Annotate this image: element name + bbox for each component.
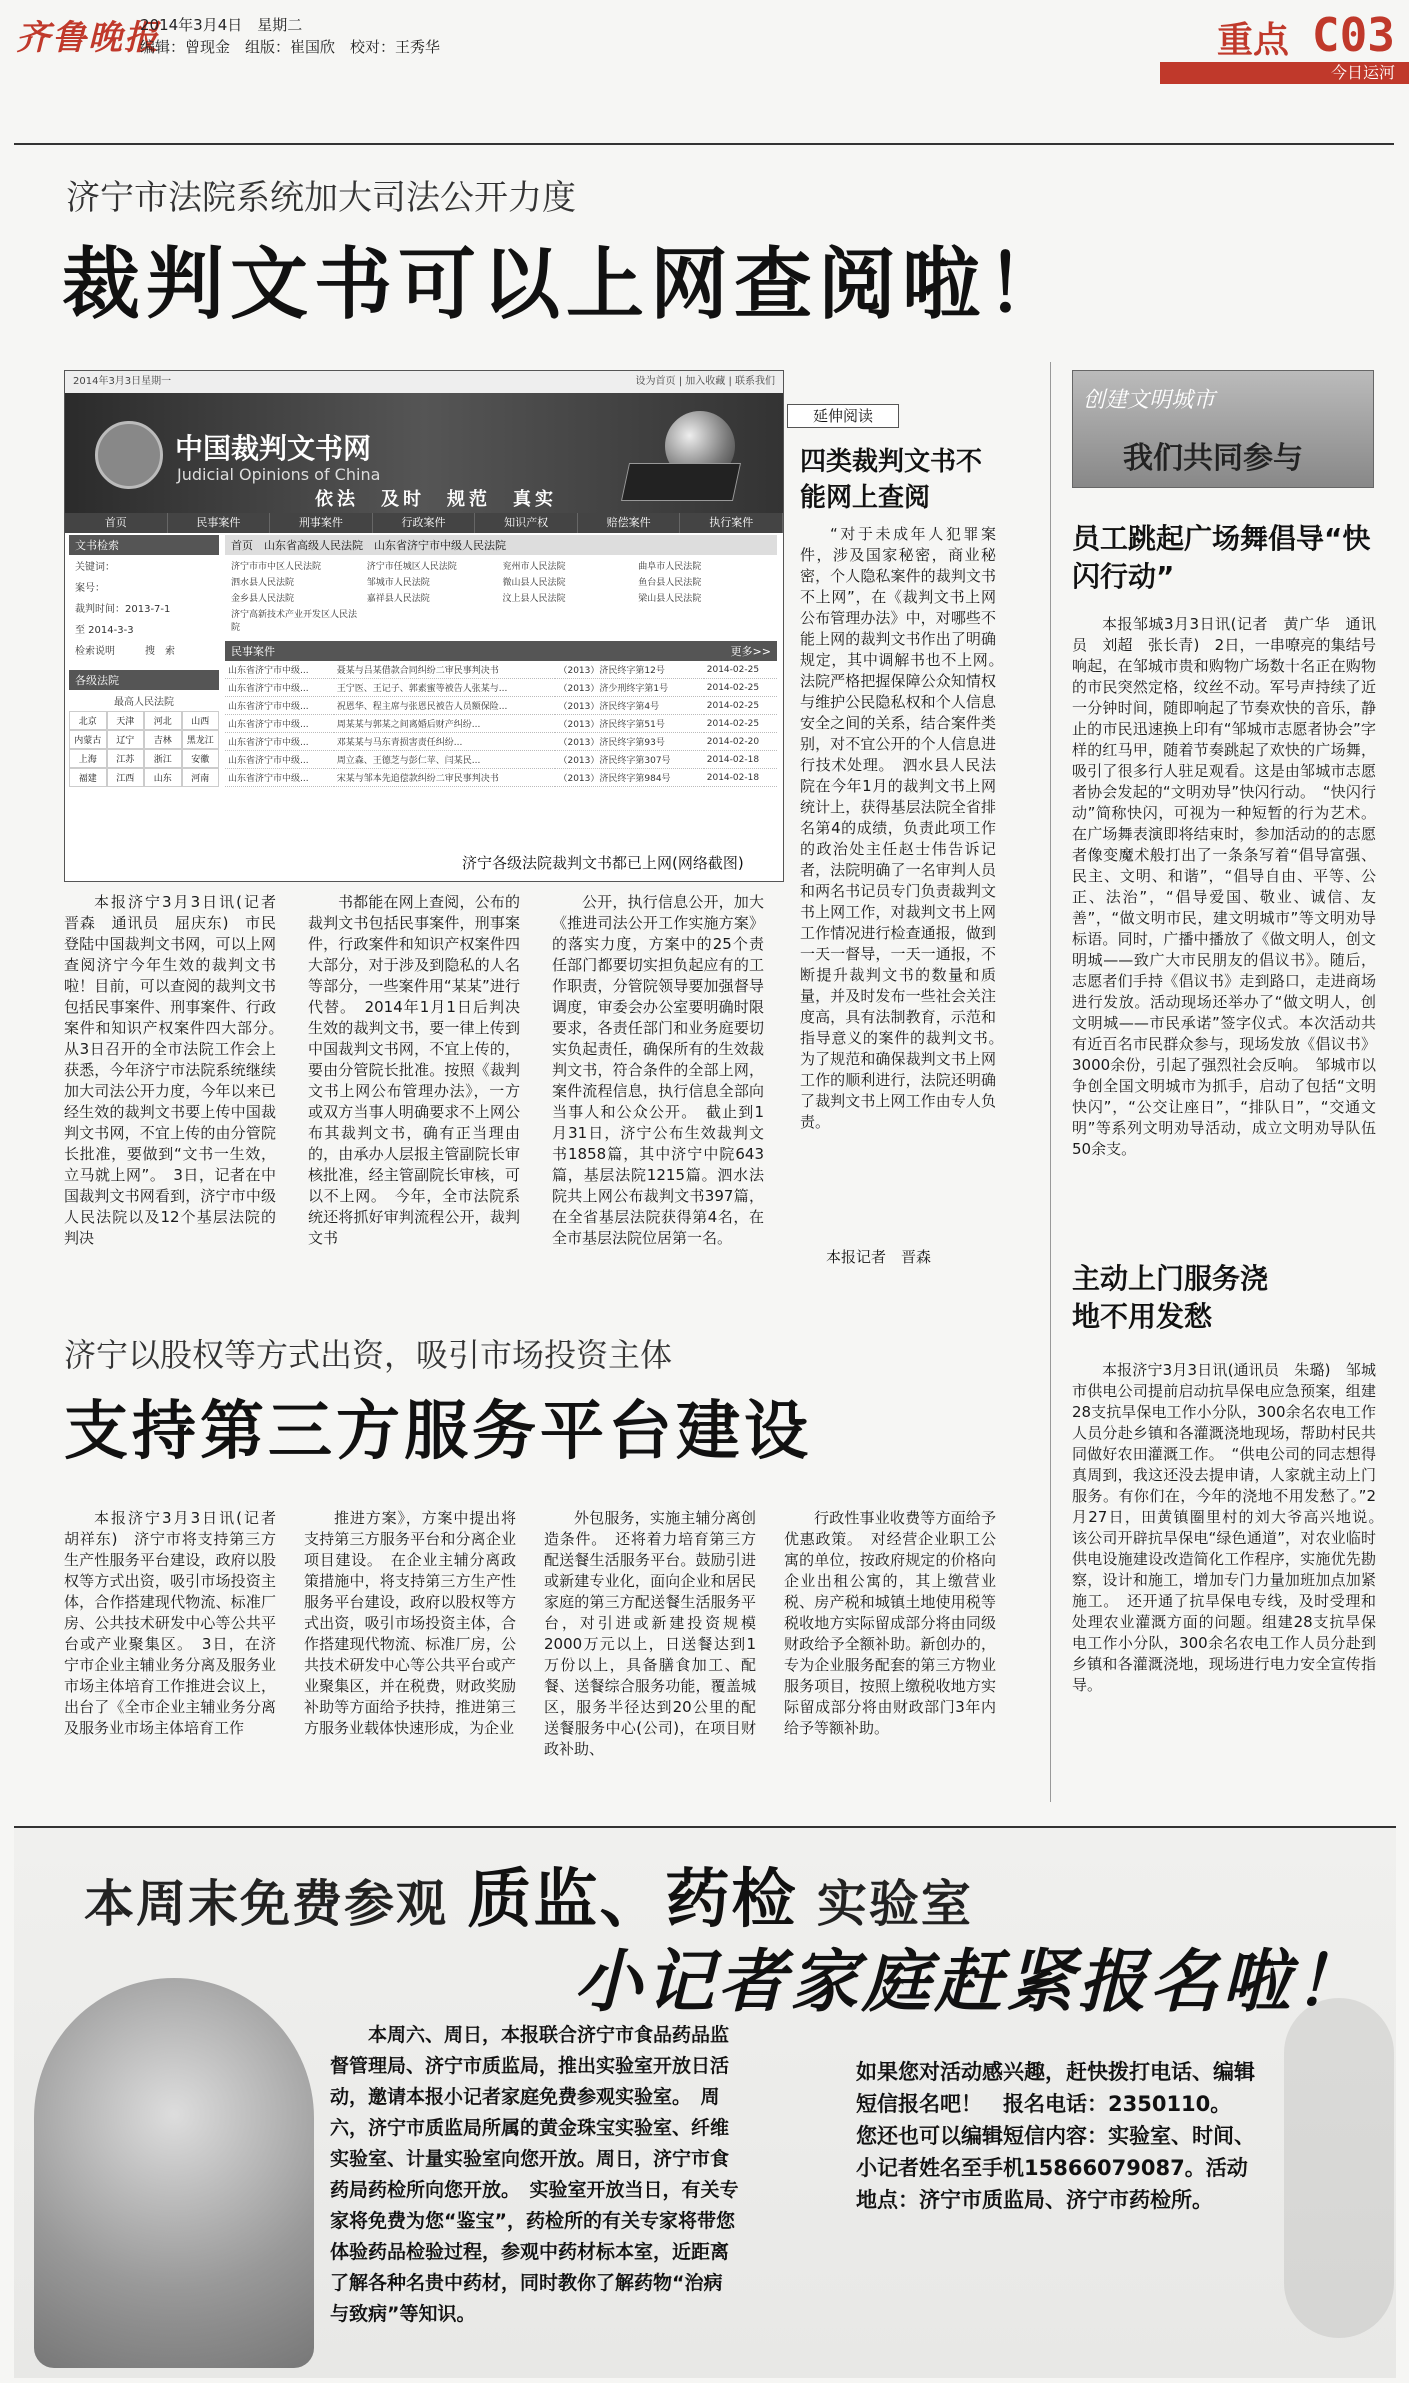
cell: （2013）济民终字第307号 (555, 751, 703, 769)
ad-headline-2: 小记者家庭赶紧报名啦！ (574, 1943, 1367, 2022)
site-subtitle: Judicial Opinions of China (177, 465, 381, 484)
paragraph: 公开，执行信息公开，加大《推进司法公开工作实施方案》的落实力度，方案中的25个责任部门都要切实担负起应有的工作职责，分管院领导要加强督导调度，审委会办公室要明确时限要求，各责任部门和业务庭要切实负起责任，确保所有的生效裁判文书，符合条件的全部上网，案件流程信息，执行信息全部向当事人和公众公开。 截止到1月31日，济宁公布生效裁判文书1858篇，其中济宁中院643篇，基层法院1215篇。泗水法院共上网公布裁判文书397篇，在全省基层法院获得第4名，在全市基层法院位居第一名。 (552, 893, 764, 1247)
province: 江苏 (107, 749, 145, 768)
province: 上海 (69, 749, 107, 768)
search-row: 关键词： (75, 562, 115, 573)
issue-date: 2014年3月4日 星期二 (140, 16, 303, 34)
ad-headline-1a: 本周末免费参观 (84, 1875, 448, 1933)
banner-line-1: 创建文明城市 (1083, 388, 1216, 413)
province: 天津 (107, 711, 145, 730)
paragraph: 本报济宁3月3日讯(通讯员 朱璐) 邹城市供电公司提前启动抗旱保电应急预案，组建28支抗旱保电工作小分队，300余名农电工作人员分赴乡镇和各灌溉浇地现场，帮助村民共同做好农田灌溉工作。 “供电公司的同志想得真周到，我这还没去提申请，人家就主动上门服务。有你们在，今年的浇地不用发愁了。”2月27日，田黄镇圈里村的刘大爷高兴地说。 该公司开辟抗旱保电“绿色通道”，对农业临时供电设施建设改造简化工作程序，实施优先勘察，设计和施工，增加专门力量加班加点加紧施工。 还开通了抗旱保电专线，及时受理和处理农业灌溉方面的问题。组建28支抗旱保电工作小分队，300余名农电工作人员分赴到乡镇和各灌溉浇地，现场进行电力安全宣传指导。 (1072, 1361, 1392, 1694)
cell: 山东省济宁市中级... (225, 769, 334, 787)
cell: 2014-02-25 (704, 697, 777, 715)
search-row: 裁判时间：2013-7-1 (75, 604, 171, 615)
case-list-title: 民事案件 (231, 645, 275, 658)
table-row (225, 715, 777, 733)
site-nav-item: 刑事案件 (270, 513, 373, 533)
article2-column-1 (64, 1508, 292, 1798)
article2-headline: 支持第三方服务平台建设 (64, 1395, 812, 1469)
court-link: 梁山县人民法院 (638, 594, 702, 604)
court-link: 金乡县人民法院 (231, 594, 295, 604)
cell: （2013）济少刑终字第1号 (555, 679, 703, 697)
search-row: 检索说明 搜 索 (75, 646, 175, 657)
site-date: 2014年3月3日星期一 (73, 376, 172, 387)
cell: 2014-02-25 (704, 715, 777, 733)
site-title: 中国裁判文书网 (175, 432, 372, 465)
supreme-court: 最高人民法院 (114, 697, 174, 708)
table-row (225, 679, 777, 697)
article2-column-2 (304, 1508, 516, 1798)
site-nav-item: 行政案件 (373, 513, 476, 533)
site-nav-item: 民事案件 (168, 513, 271, 533)
province: 山西 (182, 711, 220, 730)
table-row (225, 697, 777, 715)
story2-headline: 主动上门服务浇地不用发愁 (1072, 1262, 1269, 1333)
cell: （2013）济民终字第984号 (555, 769, 703, 787)
site-nav-item: 赔偿案件 (578, 513, 681, 533)
cell: 山东省济宁市中级... (225, 715, 334, 733)
story1-body (1072, 614, 1376, 1226)
child-scientist-photo (34, 1978, 314, 2368)
paragraph: 推进方案》，方案中提出将支持第三方服务平台和分离企业项目建设。 在企业主辅分离政策措施中，将支持第三方生产性服务平台建设，政府以股权等方式出资，吸引市场投资主体，合作搭建现代物流、标准厂房，公共技术研发中心等公共平台或产业聚集区，并在税费，财政奖励补助等方面给予扶持，推进第三方服务业载体快速形成，为企业 (304, 1509, 516, 1737)
ad-headline-1b: 质监、药检 (467, 1863, 798, 1937)
court-link: 曲阜市人民法院 (638, 562, 702, 572)
court-link: 泗水县人民法院 (231, 578, 295, 588)
court-emblem-icon (95, 421, 163, 489)
case-table (225, 661, 777, 787)
cell: 王宁医、王记子、郭素蜜等被告人张某与... (334, 679, 556, 697)
courts-box-head: 各级法院 (69, 670, 219, 690)
site-slogan: 依法 及时 规范 真实 (315, 489, 557, 510)
paragraph: 本周六、周日，本报联合济宁市食品药品监督管理局、济宁市质监局，推出实验室开放日活动，邀请本报小记者家庭免费参观实验室。 周六，济宁市质监局所属的黄金珠宝实验室、纤维实验室、计量实验室向您开放。周日，济宁市食药局药检所向您开放。 实验室开放当日，有关专家将免费为您“鉴宝”，药检所的有关专家将带您体验药品检验过程，参观中药材标本室，近距离了解各种名贵中药材，同时教你了解药物“治病与致病”等知识。 (330, 2024, 739, 2325)
court-link: 兖州市人民法院 (502, 562, 566, 572)
paragraph: 外包服务，实施主辅分离创造条件。 还将着力培育第三方配送餐生活服务平台。鼓励引进或新建专业化，面向企业和居民家庭的第三方配送餐生活服务平台，对引进或新建投资规模2000万元以上，日送餐达到1万份以上，具备膳食加工、配餐、送餐综合服务功能，覆盖城区，服务半径达到20公里的配送餐服务中心(公司)，在项目财政补助、 (544, 1509, 756, 1758)
table-row (225, 769, 777, 787)
sidebar-byline: 本报记者 晋森 (826, 1248, 932, 1266)
sidebar-body (800, 524, 1012, 1234)
court-link: 济宁市市中区人民法院 (231, 562, 322, 572)
site-nav (65, 513, 783, 533)
province: 山东 (144, 768, 182, 787)
cell: 山东省济宁市中级... (225, 697, 334, 715)
ad-body (330, 2020, 740, 2330)
province: 北京 (69, 711, 107, 730)
site-left-panel (69, 535, 219, 875)
court-link: 微山县人民法院 (502, 578, 566, 588)
province: 辽宁 (107, 730, 145, 749)
site-nav-item: 首页 (65, 513, 168, 533)
site-links: 设为首页 | 加入收藏 | 联系我们 (635, 376, 775, 387)
article1-column-1 (64, 892, 292, 1312)
court-list (225, 555, 777, 637)
site-breadcrumb: 首页 山东省高级人民法院 山东省济宁市中级人民法院 (225, 535, 777, 555)
court-link: 济宁市任城区人民法院 (366, 562, 457, 572)
site-topbar (65, 371, 783, 393)
lab-visit-advertisement (14, 1826, 1396, 2378)
cell: （2013）济民终字第12号 (555, 661, 703, 679)
province: 福建 (69, 768, 107, 787)
cell: 2014-02-25 (704, 661, 777, 679)
cell: 邓某某与马东青损害责任纠纷... (334, 733, 556, 751)
site-nav-item: 知识产权 (475, 513, 578, 533)
table-row (225, 751, 777, 769)
province: 吉林 (144, 730, 182, 749)
court-link: 邹城市人民法院 (366, 578, 430, 588)
province-grid (69, 711, 219, 787)
cell: 周立森、王德芝与彭仁苹、闫某民... (334, 751, 556, 769)
story2-body (1072, 1360, 1392, 1790)
page-number: C03 (1311, 8, 1395, 62)
civilization-banner (1072, 370, 1374, 488)
ad-headline-1 (84, 1848, 973, 1940)
law-book-icon (621, 463, 741, 501)
article1-column-2 (308, 892, 520, 1312)
paragraph: 本报济宁3月3日讯(记者 晋森 通讯员 屈庆东) 市民登陆中国裁判文书网，可以上网查阅济宁今年生效的裁判文书啦！目前，可以查阅的裁判文书包括民事案件、刑事案件、行政案件和知识产权案件四大部分。 从3日召开的全市法院工作会上获悉，今年济宁市法院系统继续加大司法公开力度，今年以来已经生效的裁判文书要上传中国裁判文书网，不宜上传的由分管院长批准，要做到“文书一生效，立马就上网”。 3日，记者在中国裁判文书网看到，济宁市中级人民法院以及12个基层法院的判决 (64, 893, 292, 1247)
table-row (225, 733, 777, 751)
province: 浙江 (144, 749, 182, 768)
table-row (225, 661, 777, 679)
site-right-panel (225, 535, 777, 875)
article1-subhead: 济宁市法院系统加大司法公开力度 (66, 178, 576, 218)
case-list-head (225, 641, 777, 661)
cell: 2014-02-25 (704, 679, 777, 697)
cell: 2014-02-20 (704, 733, 777, 751)
case-list-more: 更多>> (730, 645, 771, 658)
flask-icon (1284, 1998, 1394, 2338)
ad-headline-1c: 实验室 (816, 1875, 973, 1933)
court-link: 济宁高新技术产业开发区人民法院 (231, 610, 358, 633)
column-bar (1160, 62, 1409, 84)
extended-reading-tag: 延伸阅读 (787, 404, 899, 428)
article2-column-4 (784, 1508, 996, 1798)
paragraph: 如果您对活动感兴趣，赶快拨打电话、编辑短信报名吧！ 报名电话：2350110。 您还也可以编辑短信内容：实验室、时间、小记者姓名至手机15866079087。活动地点：济宁市质监局、济宁市药检所。 (856, 2060, 1255, 2212)
paragraph: 书都能在网上查阅，公布的裁判文书包括民事案件，刑事案件，行政案件和知识产权案件四大部分，对于涉及到隐私的人名等部分，一些案件用“某某”进行代替。 2014年1月1日后判决生效的裁判文书，要一律上传到中国裁判文书网，不宜上传的，要由分管院长批准。按照《裁判文书上网公布管理办法》，一方或双方当事人明确要求不上网公布其裁判文书，确有正当理由的，由承办人层报主管副院长审核批准，经主管副院长审核，可以不上网。 今年，全市法院系统还将抓好审判流程公开，裁判文书 (308, 893, 520, 1247)
column-divider (1050, 362, 1051, 1802)
cell: 聂某与吕某借款合同纠纷二审民事判决书 (334, 661, 556, 679)
staff-credits: 编辑：曾现金 组版：崔国欣 校对：王秀华 (140, 38, 441, 56)
search-row: 至 2014-3-3 (75, 625, 134, 636)
court-link: 鱼台县人民法院 (638, 578, 702, 588)
site-nav-item: 执行案件 (680, 513, 783, 533)
province: 河北 (144, 711, 182, 730)
site-banner (65, 393, 783, 513)
province: 内蒙古 (69, 730, 107, 749)
paragraph: “对于未成年人犯罪案件，涉及国家秘密，商业秘密，个人隐私案件的裁判文书不上网”，在《裁判文书上网公布管理办法》中，对哪些不能上网的裁判文书作出了明确规定，其中调解书也不上网。 法院严格把握保障公众知情权与维护公民隐私权和个人信息安全之间的关系，结合案件类别，对不宜公开的个人信息进行技术处理。 泗水县人民法院在今年1月的裁判文书上网统计上，获得基层法院全省排名第4的成绩，负责此项工作的政治处主任赵士伟告诉记者，法院明确了一名审判人员和两名书记员专门负责裁判文书上网工作，对裁判文书上网工作情况进行检查通报，做到一天一督导，一天一通报，不断提升裁判文书的数量和质量，并及时发布一些社会关注度高，具有法制教育，示范和指导意义的案件的裁判文书。 为了规范和确保裁判文书上网工作的顺利进行，法院还明确了裁判文书上网工作由专人负责。 (800, 525, 1012, 1131)
article1-column-3 (552, 892, 764, 1312)
cell: 山东省济宁市中级... (225, 751, 334, 769)
cell: 祝恩华、程主席与张恩民被告人员额保险... (334, 697, 556, 715)
court-link: 汶上县人民法院 (502, 594, 566, 604)
search-box-head: 文书检索 (69, 535, 219, 555)
cell: 山东省济宁市中级... (225, 733, 334, 751)
issue-info (140, 14, 440, 58)
column-name: 今日运河 (1330, 63, 1395, 82)
province: 江西 (107, 768, 145, 787)
cell: 山东省济宁市中级... (225, 679, 334, 697)
cell: 宋某与邹本先追偿款纠纷二审民事判决书 (334, 769, 556, 787)
ad-signup-box (856, 2056, 1256, 2216)
cell: 山东省济宁市中级... (225, 661, 334, 679)
banner-line-2: 我们共同参与 (1123, 441, 1303, 476)
province: 安徽 (182, 749, 220, 768)
cell: 周某某与郭某之间离婚后财产纠纷... (334, 715, 556, 733)
sidebar-headline: 四类裁判文书不能网上查阅 (800, 447, 983, 513)
cell: 2014-02-18 (704, 751, 777, 769)
article2-column-3 (544, 1508, 756, 1798)
article2-subhead: 济宁以股权等方式出资，吸引市场投资主体 (64, 1336, 673, 1374)
photo-caption: 济宁各级法院裁判文书都已上网(网络截图) (462, 854, 744, 872)
paragraph: 本报济宁3月3日讯(记者 胡祥东) 济宁市将支持第三方生产性服务平台建设，政府以股权等方式出资，吸引市场投资主体，合作搭建现代物流、标准厂房、公共技术研发中心等公共平台或产业聚集区。 3日，在济宁市企业主辅业务分离及服务业市场主体培育工作推进会议上，出台了《全市企业主辅业务分离及服务业市场主体培育工作 (64, 1509, 292, 1737)
header-rule (14, 143, 1394, 145)
cell: （2013）济民终字第93号 (555, 733, 703, 751)
province: 黑龙江 (182, 730, 220, 749)
cell: （2013）济民终字第4号 (555, 697, 703, 715)
story1-headline: 员工跳起广场舞倡导“快闪行动” (1072, 522, 1371, 593)
paragraph: 本报邹城3月3日讯(记者 黄广华 通讯员 刘超 张长青) 2日，一串嘹亮的集结号响起，在邹城市贵和购物广场数十名正在购物的市民突然定格，纹丝不动。军号声持续了近一分钟时间，随即响起了节奏欢快的音乐，静止的市民迅速换上印有“邹城市志愿者协会”字样的红马甲，随着节奏跳起了欢快的广场舞，吸引了很多行人驻足观看。这是由邹城市志愿者协会发起的“文明劝导”快闪行动。 “快闪行动”简称快闪，可视为一种短暂的行为艺术。在广场舞表演即将结束时，参加活动的的志愿者像变魔术般打出了一条条写着“倡导富强、民主、文明、和谐”，“倡导自由、平等、公正、法治”，“倡导爱国、敬业、诚信、友善”，“做文明市民，建文明城市”等文明劝导标语。同时，广播中播放了《做文明人，创文明城——致广大市民朋友的倡议书》。随后，志愿者们手持《倡议书》走到路口，走进商场进行发放。活动现场还举办了“做文明人，创文明城——市民承诺”签字仪式。本次活动共有近百名市民群众参与，现场发放《倡议书》3000余份，引起了强烈社会反响。 邹城市以争创全国文明城市为抓手，启动了包括“文明快闪”，“公交让座日”，“排队日”，“交通文明”等系列文明劝导活动，成立文明劝导队伍50余支。 (1072, 615, 1376, 1158)
paragraph: 行政性事业收费等方面给予优惠政策。 对经营企业职工公寓的单位，按政府规定的价格向企业出租公寓的，其上缴营业税、房产税和城镇土地使用税等税收地方实际留成部分将由同级财政给予全额补助。新创办的，专为企业服务配套的第三方物业服务项目，按照上缴税收地方实际留成部分将由财政部门3年内给予等额补助。 (784, 1509, 996, 1737)
cell: 2014-02-18 (704, 769, 777, 787)
court-link: 嘉祥县人民法院 (366, 594, 430, 604)
search-row: 案号： (75, 583, 105, 594)
province: 河南 (182, 768, 220, 787)
newspaper-logo: 齐鲁晚报 (16, 18, 160, 58)
article1-headline: 裁判文书可以上网查阅啦！ (62, 240, 1071, 330)
section-title: 重点 (1216, 20, 1289, 61)
website-screenshot (64, 370, 784, 882)
cell: （2013）济民终字第51号 (555, 715, 703, 733)
